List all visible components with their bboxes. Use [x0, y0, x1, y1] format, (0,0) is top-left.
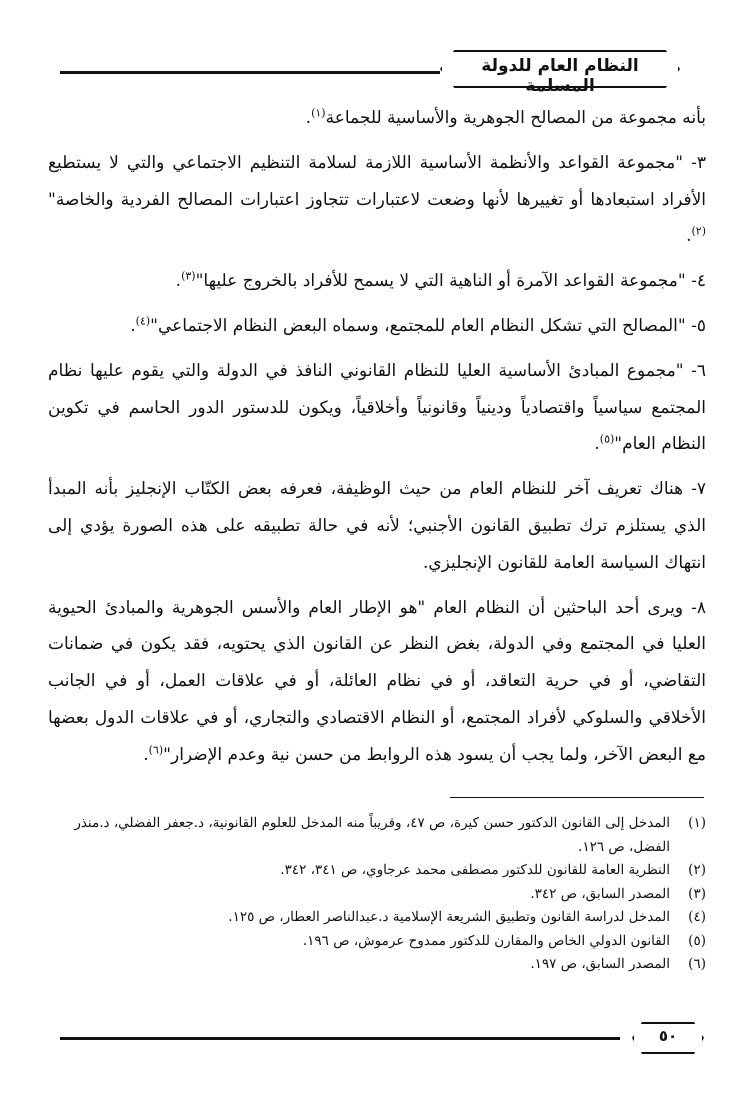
page-footer: [60, 1018, 704, 1058]
definition-3: ٣- "مجموعة القواعد والأنظمة الأساسية اللازمة لسلامة التنظيم الاجتماعي والتي لا يستطيع الأفراد استبعادها أو تغييرها لأنها وضعت لاعتبارات تتجاوز اعتبارات المصالح الفردية والخاصة"$^{(٢)}$.: [48, 152, 706, 247]
footnote-ref[interactable]: (٦): [148, 743, 164, 757]
footnote-number: (٦): [688, 956, 706, 972]
paragraph-text: ٨- ويرى أحد الباحثين أن النظام العام "هو الإطار العام والأسس الجوهرية والمبادئ الحيوية العليا في المجتمع وفي الدولة، بغض النظر عن القانون الذي يحتويه، فقد يكون في ضمانات التقاضي، أو في حرية التعاقد، أو في نظام العائلة، أو في علاقات العمل، أو في الجانب الأخلاقي والسلوكي لأفراد المجتمع، أو النظام الاقتصادي والتجاري، أو في علاقات الدول بعضها مع البعض الآخر، ولما يجب أن يسود هذه الروابط من حسن نية وعدم الإضرار": [48, 597, 706, 765]
page-number: ٥٠: [658, 1027, 678, 1045]
footnote-text: المدخل لدراسة القانون وتطبيق الشريعة الإسلامية د.عبدالناصر العطار، ص ١٢٥.: [228, 909, 670, 925]
paragraph-text: ٦- "مجموع المبادئ الأساسية العليا للنظام القانوني النافذ في الدولة والتي يقوم عليها نظام المجتمع سياسياً واقتصادياً ودينياً وقانونياً وأخلاقياً، ويكون للدستور الدور الحاسم في تكوين النظام العام": [48, 360, 706, 455]
footnote-item: [48, 859, 706, 883]
definition-5: ٥- "المصالح التي تشكل النظام العام للمجتمع، وسماه البعض النظام الاجتماعي"$^{(٤)}$.: [130, 314, 706, 336]
footnote-item: [48, 812, 706, 859]
footnote-ref[interactable]: (٥): [599, 432, 615, 446]
footer-rule: [60, 1037, 620, 1040]
paragraph-text: ٤- "مجموعة القواعد الآمرة أو الناهية التي لا يسمح للأفراد بالخروج عليها": [195, 271, 706, 292]
footnote-number: (٢): [688, 862, 706, 878]
footnote-text: النظرية العامة للقانون للدكتور مصطفى محمد عرجاوي، ص ٣٤١، ٣٤٢.: [280, 862, 670, 878]
footnote-separator: [450, 797, 704, 798]
footnote-ref[interactable]: (٣): [181, 269, 196, 283]
footnote-item: [48, 953, 706, 977]
footnote-number: (٥): [688, 932, 706, 949]
footnotes: [48, 812, 706, 977]
footnote-number: (٤): [688, 909, 706, 925]
footnote-item: [48, 930, 706, 954]
footnote-number: (٣): [688, 885, 706, 902]
running-header: [60, 48, 690, 96]
definition-4: ٤- "مجموعة القواعد الآمرة أو الناهية التي لا يسمح للأفراد بالخروج عليها"$^{(٣)}$.: [175, 269, 706, 292]
definition-8: ٨- ويرى أحد الباحثين أن النظام العام "هو الإطار العام والأسس الجوهرية والمبادئ الحيوية العليا في المجتمع وفي الدولة، بغض النظر عن القانون الذي يحتويه، فقد يكون في ضمانات التقاضي، أو في حرية التعاقد، أو في نظام العائلة، أو في علاقات العمل، أو في الجانب الأخلاقي والسلوكي لأفراد المجتمع، أو النظام الاقتصادي والتجاري، أو في علاقات الدول بعضها مع البعض الآخر، ولما يجب أن يسود هذه الروابط من حسن نية وعدم الإضرار"$^{(٦)}$.: [48, 597, 706, 765]
definition-6: ٦- "مجموع المبادئ الأساسية العليا للنظام القانوني النافذ في الدولة والتي يقوم عليها نظام المجتمع سياسياً واقتصادياً ودينياً وقانونياً وأخلاقياً، ويكون للدستور الدور الحاسم في تكوين النظام العام"$^{(٥)}$.: [48, 360, 706, 455]
paragraph-text: بأنه مجموعة من المصالح الجوهرية والأساسية للجماعة: [325, 108, 706, 128]
definition-7: [48, 471, 706, 581]
paragraph-text: ٣- "مجموعة القواعد والأنظمة الأساسية اللازمة لسلامة التنظيم الاجتماعي والتي لا يستطيع الأفراد استبعادها أو تغييرها لأنها وضعت لاعتبارات تتجاوز اعتبارات المصالح الفردية والخاصة": [48, 152, 706, 210]
footnote-number: (١): [688, 815, 706, 831]
header-rule: [60, 71, 440, 74]
footnote-item: [48, 906, 706, 930]
footnote-text: المصدر السابق، ص ١٩٧.: [530, 956, 670, 972]
paragraph-continuation: بأنه مجموعة من المصالح الجوهرية والأساسية للجماعة$^{(١)}$.: [305, 106, 706, 128]
footnote-text: القانون الدولي الخاص والمقارن للدكتور ممدوح عرموش، ص ١٩٦.: [302, 932, 670, 949]
header-title: النظام العام للدولة المسلمة: [481, 56, 639, 96]
footnote-ref[interactable]: (٤): [135, 314, 151, 328]
paragraph-text: ٥- "المصالح التي تشكل النظام العام للمجتمع، وسماه البعض النظام الاجتماعي": [150, 315, 706, 336]
footnote-ref[interactable]: (١): [311, 106, 326, 120]
footnote-ref[interactable]: (٢): [691, 224, 706, 238]
footnote-item: [48, 883, 706, 907]
footnote-text: المدخل إلى القانون الدكتور حسن كيرة، ص ٤٧، وقريباً منه المدخل للعلوم القانونية، د.جعفر الفضلي، د.منذر الفضل، ص ١٢٦.: [74, 815, 670, 855]
paragraph-text: ٧- هناك تعريف آخر للنظام العام من حيث الوظيفة، فعرفه بعض الكتّاب الإنجليز بأنه المبدأ الذي يستلزم ترك تطبيق القانون الأجنبي؛ لأنه في حالة تطبيقه على هذه الصورة يؤدي إلى انتهاك السياسة العامة للقانون الإنجليزي.: [48, 479, 706, 573]
footnote-text: المصدر السابق، ص ٣٤٢.: [530, 885, 670, 902]
main-text: [48, 100, 706, 782]
